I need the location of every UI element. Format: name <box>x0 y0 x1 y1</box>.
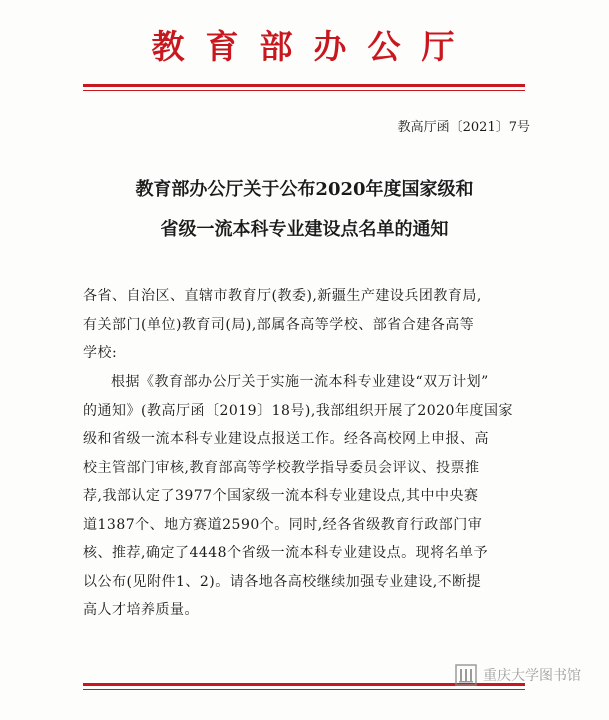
salutation-line: 有关部门(单位)教育司(局),部属各高等学校、部省合建各高等 <box>83 316 475 333</box>
body-line: 荐,我部认定了3977个国家级一流本科专业建设点,其中中央赛 <box>83 488 479 504</box>
body-line: 核、推荐,确定了4448个省级一流本科专业建设点。现将名单予 <box>83 545 489 561</box>
document-number: 教高厅函〔2021〕7号 <box>397 120 530 135</box>
body-line: 根据《教育部办公厅关于实施一流本科专业建设“双万计划” <box>111 374 489 390</box>
body-line: 的通知》(教高厅函〔2019〕18号),我部组织开展了2020年度国家 <box>83 402 513 419</box>
library-watermark <box>455 664 581 686</box>
document-title-line-2: 省级一流本科专业建设点名单的通知 <box>160 219 449 240</box>
footer-rule-thin <box>83 689 525 690</box>
body-line: 级和省级一流本科专业建设点报送工作。经各高校网上申报、高 <box>83 431 489 447</box>
letterhead-rule-thin <box>83 90 525 91</box>
salutation-line: 各省、自治区、直辖市教育厅(教委),新疆生产建设兵团教育局, <box>83 288 482 304</box>
body-line: 校主管部门审核,教育部高等学校教学指导委员会评议、投票推 <box>83 459 480 476</box>
body-line: 道1387个、地方赛道2590个。同时,经各省级教育行政部门审 <box>83 516 483 533</box>
body-line: 高人才培养质量。 <box>83 602 199 618</box>
salutation-line: 学校: <box>83 345 118 361</box>
body-line: 以公布(见附件1、2)。请各地各高校继续加强专业建设,不断提 <box>83 573 482 590</box>
office-letterhead-title: 教育部办公厅 <box>151 27 476 66</box>
body-paragraph <box>83 368 525 625</box>
watermark-text: 重庆大学图书馆 <box>483 668 581 684</box>
letterhead-rule-thick <box>83 84 525 87</box>
library-logo-icon <box>455 664 477 686</box>
salutation <box>83 282 525 368</box>
document-title-line-1: 教育部办公厅关于公布2020年度国家级和 <box>135 179 474 200</box>
